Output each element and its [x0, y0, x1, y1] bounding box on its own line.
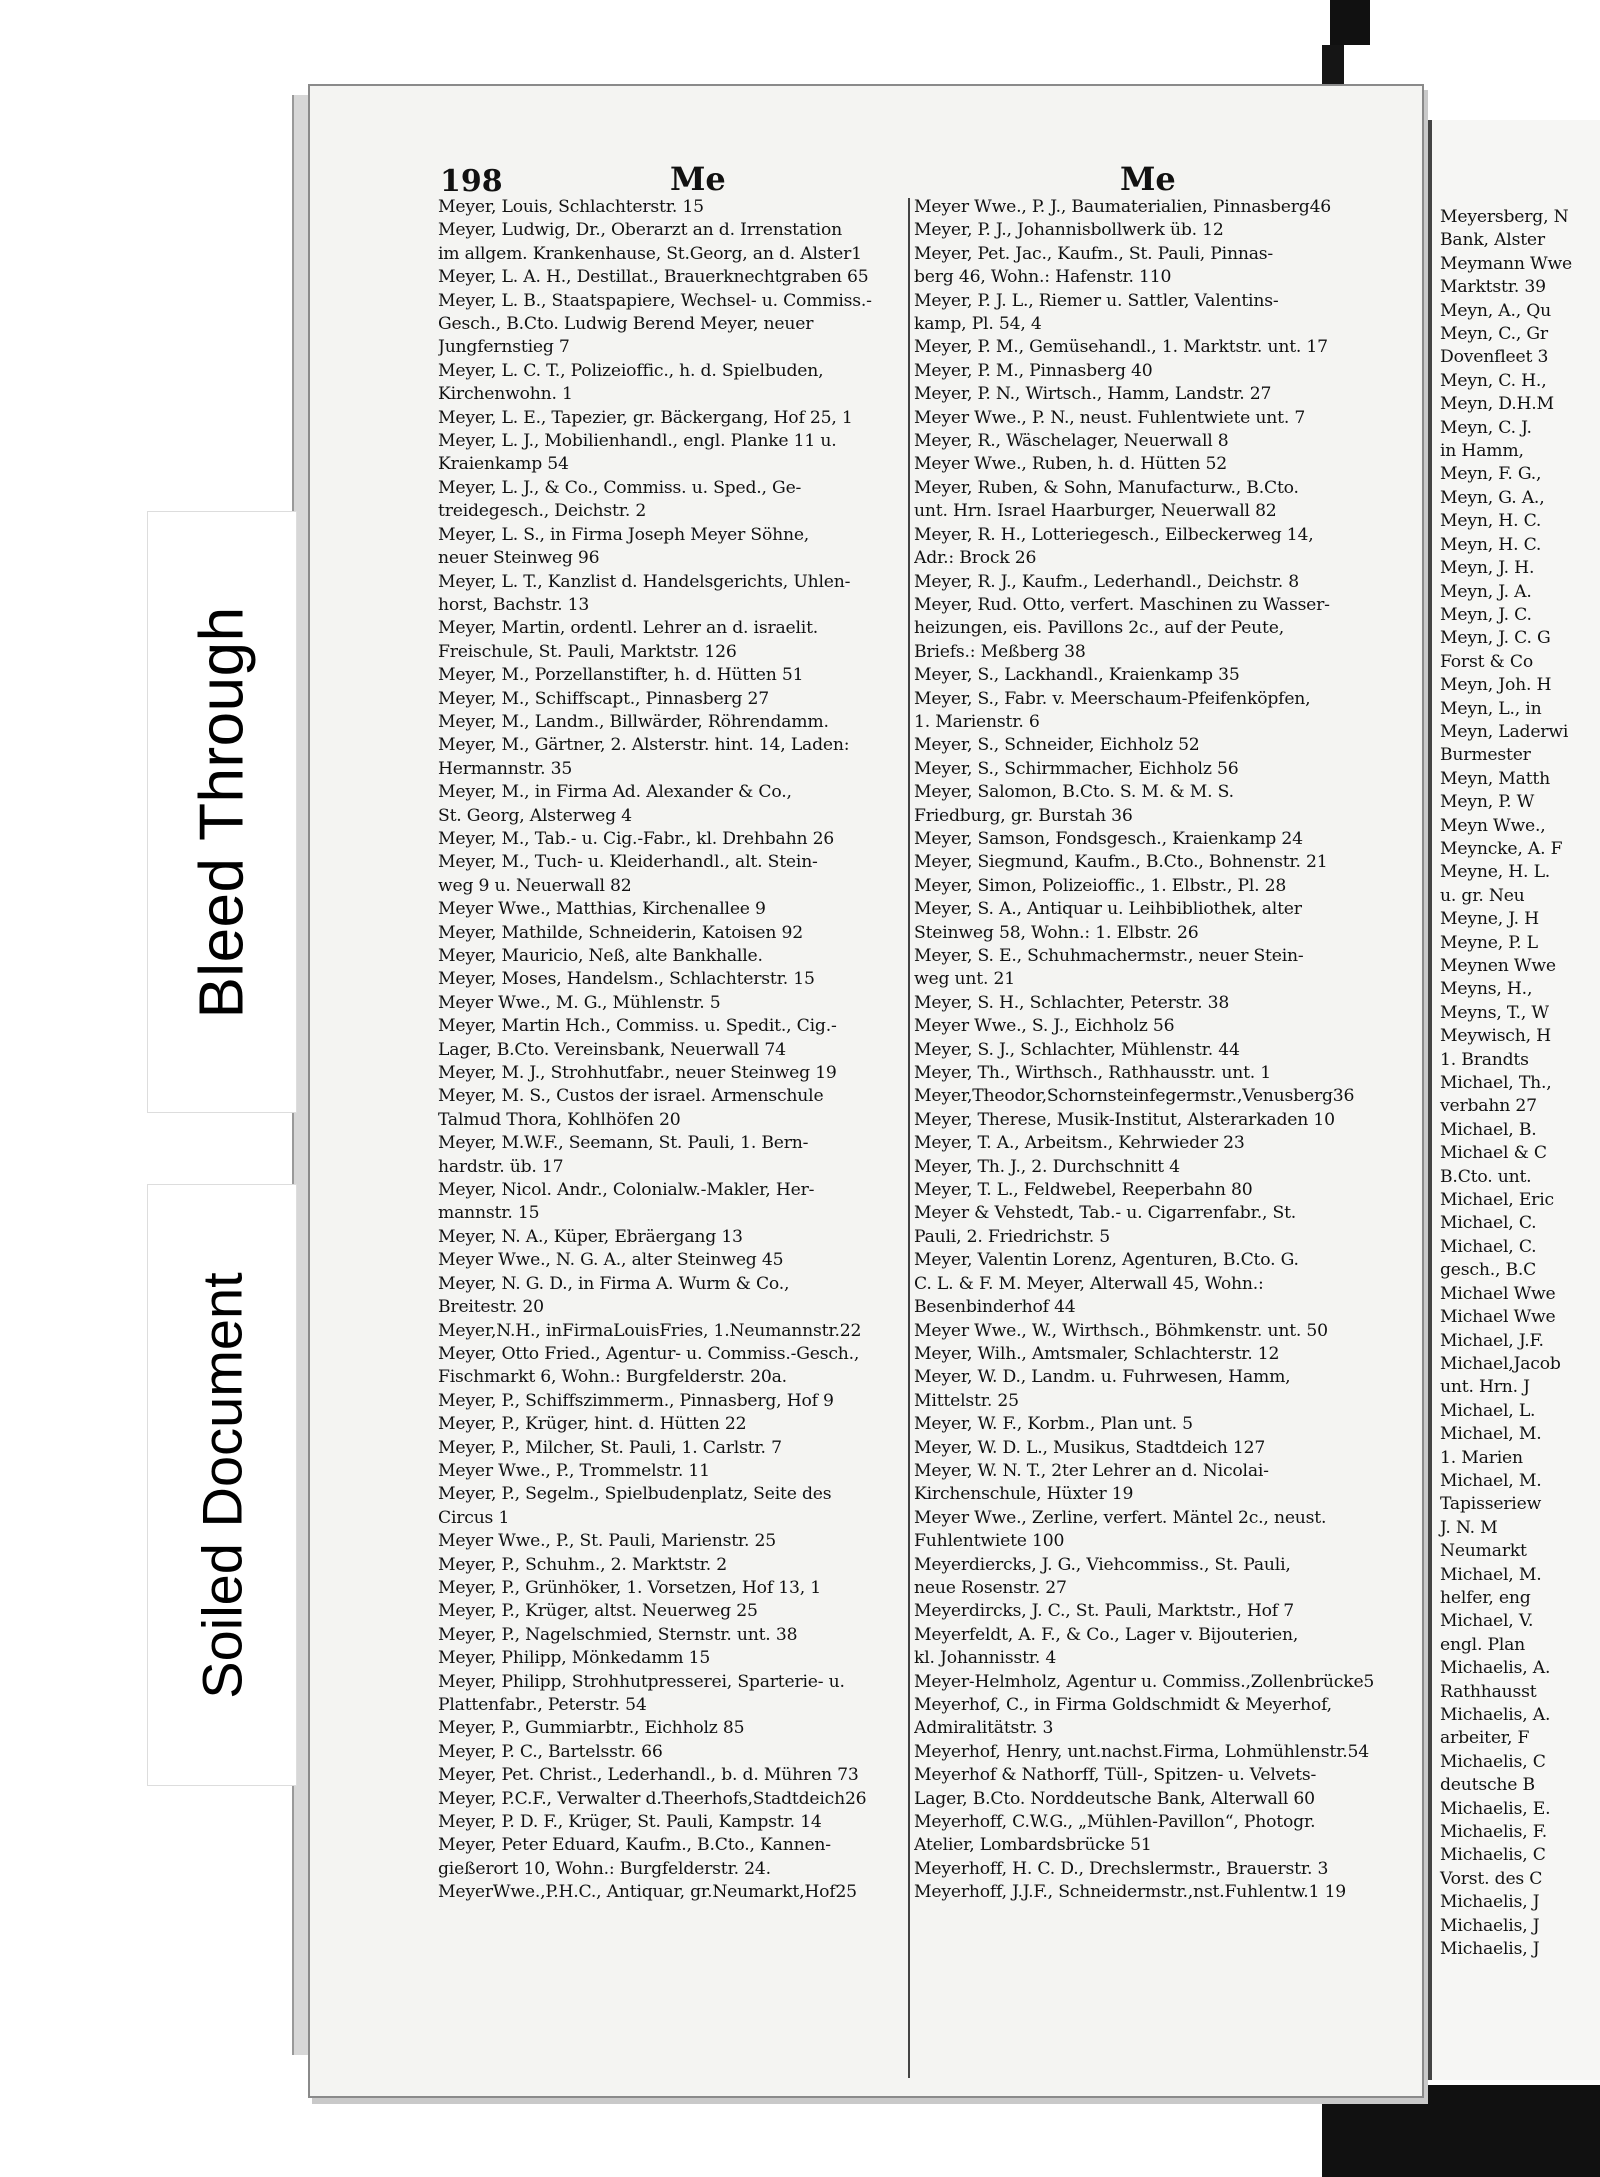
directory-entry: Meyer, T. L., Feldwebel, Reeperbahn 80 — [914, 1180, 1253, 1201]
directory-entry: Meyn, C. H., — [1440, 370, 1547, 391]
directory-entry: Jungfernstieg 7 — [438, 337, 570, 358]
directory-entry: Meyersberg, N — [1440, 207, 1569, 227]
directory-entry: Meyer, Samson, Fondsgesch., Kraienkamp 24 — [914, 828, 1303, 849]
directory-entry: Hermannstr. 35 — [438, 758, 573, 779]
directory-entry: Meyerhof & Nathorff, Tüll-, Spitzen- u. Velvets- — [914, 1765, 1317, 1786]
directory-entry: Michael, M. — [1440, 1564, 1542, 1585]
directory-entry: Meyer, Valentin Lorenz, Agenturen, B.Cto. G. — [914, 1250, 1299, 1271]
directory-entry: Michael, M. — [1440, 1424, 1542, 1445]
directory-entry: Meyer,Theodor,Schornsteinfegermstr.,Venusberg36 — [914, 1086, 1355, 1107]
directory-entry: Meyer, P., Milcher, St. Pauli, 1. Carlstr. 7 — [438, 1437, 782, 1458]
directory-entry: Meyer, Ludwig, Dr., Oberarzt an d. Irrenstation — [438, 220, 842, 241]
bleed-through-text: Bleed Through — [187, 605, 257, 1019]
directory-entry: Meyer, S., Schneider, Eichholz 52 — [914, 735, 1200, 756]
directory-entry: Meyncke, A. F — [1440, 838, 1563, 859]
directory-entry: Fuhlentwiete 100 — [914, 1531, 1065, 1552]
directory-entry: 1. Marien — [1440, 1447, 1523, 1468]
directory-entry: Meyer, R. J., Kaufm., Lederhandl., Deichstr. 8 — [914, 571, 1300, 592]
directory-entry: u. gr. Neu — [1440, 885, 1525, 906]
directory-entry: Meyer Wwe., M. G., Mühlenstr. 5 — [438, 992, 721, 1013]
directory-entry: Meyer, Martin Hch., Commiss. u. Spedit., Cig.- — [438, 1016, 837, 1037]
directory-entry: Meyer, Ruben, & Sohn, Manufacturw., B.Cto. — [914, 477, 1299, 498]
directory-entry: Meyer, L. B., Staatspapiere, Wechsel- u. Commiss.- — [438, 290, 872, 311]
directory-entry: Meymann Wwe — [1440, 253, 1572, 274]
directory-entry: Freischule, St. Pauli, Marktstr. 126 — [438, 641, 737, 662]
directory-entry: Meyer, Rud. Otto, verfert. Maschinen zu Wasser- — [914, 594, 1330, 615]
directory-entry: Pauli, 2. Friedrichstr. 5 — [914, 1226, 1111, 1247]
directory-entry: Meyer,N.H., inFirmaLouisFries, 1.Neumannstr.22 — [438, 1320, 862, 1341]
directory-entry: Meyer, M. S., Custos der israel. Armenschule — [438, 1086, 824, 1107]
directory-entry: Meyer & Vehstedt, Tab.- u. Cigarrenfabr., St. — [914, 1203, 1297, 1224]
directory-entry: St. Georg, Alsterweg 4 — [438, 805, 632, 826]
directory-entry: Michaelis, A. — [1440, 1705, 1551, 1725]
directory-entry: Meyer, W. D., Landm. u. Fuhrwesen, Hamm, — [914, 1367, 1291, 1388]
directory-entry: Meyer, R. H., Lotteriegesch., Eilbeckerweg 14, — [914, 524, 1314, 545]
directory-entry: Meyer, Pet. Christ., Lederhandl., b. d. Mühren 73 — [438, 1765, 859, 1786]
directory-entry: Meyer, M.W.F., Seemann, St. Pauli, 1. Bern- — [438, 1133, 809, 1154]
directory-entry: Michael Wwe — [1440, 1307, 1556, 1328]
directory-entry: verbahn 27 — [1440, 1096, 1537, 1117]
directory-entry: Meyer Wwe., Ruben, h. d. Hütten 52 — [914, 454, 1228, 475]
directory-entry: Michaelis, J — [1440, 1939, 1540, 1960]
directory-entry: Meyer-Helmholz, Agentur u. Commiss.,Zollenbrücke5 — [914, 1671, 1375, 1692]
directory-entry: Meyer, P., Nagelschmied, Sternstr. unt. 38 — [438, 1624, 798, 1645]
directory-entry: Meyn, A., Qu — [1440, 300, 1552, 321]
directory-entry: Michael, J.F. — [1440, 1330, 1544, 1351]
directory-entry: gießerort 10, Wohn.: Burgfelderstr. 24. — [438, 1858, 771, 1879]
page-number: 198 — [440, 164, 503, 199]
directory-entry: berg 46, Wohn.: Hafenstr. 110 — [914, 267, 1172, 288]
directory-entry: Meyer, Otto Fried., Agentur- u. Commiss.-Gesch., — [438, 1343, 860, 1364]
directory-entry: Michaelis, J — [1440, 1915, 1540, 1936]
directory-entry: MeyerWwe.,P.H.C., Antiquar, gr.Neumarkt,Hof25 — [438, 1882, 857, 1903]
directory-entry: Meyer, P. M., Pinnasberg 40 — [914, 360, 1153, 381]
directory-entry: Meyer, P. D. F., Krüger, St. Pauli, Kampstr. 14 — [438, 1812, 822, 1833]
soiled-document-text: Soiled Document — [190, 1271, 254, 1699]
directory-entry: Gesch., B.Cto. Ludwig Berend Meyer, neuer — [438, 314, 814, 335]
directory-entry: Meyn, C. J. — [1440, 417, 1532, 438]
directory-entry: Meyer, Nicol. Andr., Colonialw.-Makler, Her- — [438, 1180, 815, 1201]
directory-entry: Meyer, Simon, Polizeioffic., 1. Elbstr., Pl. 28 — [914, 875, 1287, 896]
directory-entry: Kirchenwohn. 1 — [438, 384, 573, 405]
directory-entry: weg unt. 21 — [914, 969, 1015, 990]
directory-entry: Lager, B.Cto. Norddeutsche Bank, Alterwall 60 — [914, 1788, 1315, 1809]
header-left: Me — [670, 160, 726, 198]
directory-entry: Friedburg, gr. Burstah 36 — [914, 805, 1133, 826]
directory-entry: Meyn, G. A., — [1440, 487, 1545, 508]
directory-entry: Neumarkt — [1440, 1541, 1527, 1562]
directory-entry: 1. Brandts — [1440, 1049, 1529, 1070]
directory-entry: Meyer, S. A., Antiquar u. Leihbibliothek, alter — [914, 899, 1302, 920]
directory-page — [308, 84, 1424, 2098]
directory-entry: Meyer, P., Schiffszimmerm., Pinnasberg, Hof 9 — [438, 1390, 834, 1411]
directory-entry: Admiralitätstr. 3 — [914, 1718, 1054, 1739]
directory-entry: Meyer, L. J., & Co., Commiss. u. Sped., Ge- — [438, 477, 802, 498]
directory-entry: Meyn, H. C. — [1440, 511, 1542, 532]
directory-entry: Meyer, Th., Wirthsch., Rathhausstr. unt. 1 — [914, 1063, 1272, 1084]
directory-entry: Meyer, W. N. T., 2ter Lehrer an d. Nicolai- — [914, 1460, 1269, 1481]
directory-entry: Meyer, P., Krüger, hint. d. Hütten 22 — [438, 1414, 747, 1435]
directory-entry: Meyer Wwe., Matthias, Kirchenallee 9 — [438, 899, 766, 920]
directory-entry: Vorst. des C — [1440, 1868, 1543, 1889]
directory-entry: Meyerhoff, J.J.F., Schneidermstr.,nst.Fuhlentw.1 19 — [914, 1882, 1347, 1903]
directory-entry: Meyer, S., Fabr. v. Meerschaum-Pfeifenköpfen, — [914, 688, 1311, 709]
right-column — [914, 196, 1384, 1905]
directory-entry: heizungen, eis. Pavillons 2c., auf der Peute, — [914, 618, 1284, 639]
directory-entry: Meyns, H., — [1440, 979, 1533, 1000]
directory-entry: Bank, Alster — [1440, 230, 1545, 251]
directory-entry: Meyer, Philipp, Strohhutpresserei, Sparterie- u. — [438, 1671, 845, 1692]
directory-entry: C. L. & F. M. Meyer, Alterwall 45, Wohn.: — [914, 1273, 1264, 1294]
directory-entry: J. N. M — [1440, 1517, 1498, 1538]
directory-entry: 1. Marienstr. 6 — [914, 711, 1040, 732]
directory-entry: Meyns, T., W — [1440, 1002, 1549, 1023]
directory-entry: Briefs.: Meßberg 38 — [914, 641, 1086, 662]
directory-entry: Meywisch, H — [1440, 1026, 1551, 1047]
directory-entry: Meyer, T. A., Arbeitsm., Kehrwieder 23 — [914, 1133, 1245, 1154]
directory-entry: Meyer Wwe., N. G. A., alter Steinweg 45 — [438, 1250, 784, 1271]
directory-entry: Meyer, Peter Eduard, Kaufm., B.Cto., Kannen- — [438, 1835, 831, 1856]
directory-entry: Meyer, P., Schuhm., 2. Marktstr. 2 — [438, 1554, 728, 1575]
directory-entry: Michaelis, A. — [1440, 1658, 1551, 1679]
directory-entry: Meyer, P. C., Bartelsstr. 66 — [438, 1741, 663, 1762]
directory-entry: Meyn, C., Gr — [1440, 324, 1548, 345]
directory-entry: Meyn, Laderwi — [1440, 721, 1569, 742]
directory-entry: Michael, M. — [1440, 1470, 1542, 1491]
directory-entry: Meyer, Martin, ordentl. Lehrer an d. israelit. — [438, 618, 819, 639]
directory-entry: Meyn, H. C. — [1440, 534, 1542, 555]
directory-entry: deutsche B — [1440, 1775, 1535, 1796]
directory-entry: Meyer, L. S., in Firma Joseph Meyer Söhne, — [438, 524, 810, 545]
directory-entry: Meyer, M., Gärtner, 2. Alsterstr. hint. 14, Laden: — [438, 735, 850, 756]
directory-entry: Meyer, L. T., Kanzlist d. Handelsgerichts, Uhlen- — [438, 571, 851, 592]
next-page-column — [1440, 206, 1572, 1961]
directory-entry: Atelier, Lombardsbrücke 51 — [914, 1835, 1152, 1856]
left-column — [438, 196, 908, 1905]
directory-entry: Meyerhoff, H. C. D., Drechslermstr., Brauerstr. 3 — [914, 1858, 1329, 1879]
directory-entry: Meyerhoff, C.W.G., „Mühlen-Pavillon“, Photogr. — [914, 1812, 1316, 1833]
directory-entry: Meyer, Louis, Schlachterstr. 15 — [438, 197, 704, 217]
directory-entry: treidegesch., Deichstr. 2 — [438, 501, 647, 522]
directory-entry: Meyer Wwe., P., Trommelstr. 11 — [438, 1460, 710, 1481]
directory-entry: Meyer, L. A. H., Destillat., Brauerknechtgraben 65 — [438, 267, 869, 288]
scan-background — [1330, 0, 1600, 40]
directory-entry: Meyer, Therese, Musik-Institut, Alsterarkaden 10 — [914, 1109, 1335, 1130]
directory-entry: helfer, eng — [1440, 1587, 1531, 1608]
directory-entry: Dovenfleet 3 — [1440, 347, 1549, 368]
directory-entry: Meyer, P., Segelm., Spielbudenplatz, Seite des — [438, 1484, 832, 1505]
scan-border-bottom — [1322, 2085, 1600, 2177]
directory-entry: Meyn, P. W — [1440, 792, 1535, 813]
directory-entry: Meyer, S. J., Schlachter, Mühlenstr. 44 — [914, 1039, 1240, 1060]
directory-entry: Lager, B.Cto. Vereinsbank, Neuerwall 74 — [438, 1039, 786, 1060]
directory-entry: Michaelis, C — [1440, 1845, 1546, 1866]
directory-entry: Meyer, N. G. D., in Firma A. Wurm & Co., — [438, 1273, 790, 1294]
directory-entry: Meyn, J. C. G — [1440, 628, 1551, 649]
directory-entry: Meyer, Pet. Jac., Kaufm., St. Pauli, Pinnas- — [914, 243, 1273, 264]
directory-entry: kamp, Pl. 54, 4 — [914, 314, 1042, 335]
directory-entry: Michael & C — [1440, 1143, 1547, 1164]
directory-entry: Meyer, M., Schiffscapt., Pinnasberg 27 — [438, 688, 769, 709]
directory-entry: Meyne, P. L — [1440, 932, 1538, 953]
directory-entry: unt. Hrn. J — [1440, 1377, 1530, 1398]
directory-entry: Mittelstr. 25 — [914, 1390, 1019, 1411]
directory-entry: Kirchenschule, Hüxter 19 — [914, 1484, 1134, 1505]
directory-entry: neuer Steinweg 96 — [438, 548, 600, 569]
directory-entry: Meyer Wwe., P. N., neust. Fuhlentwiete unt. 7 — [914, 407, 1306, 428]
directory-entry: Meyn, D.H.M — [1440, 394, 1554, 415]
next-page-fragment — [1428, 120, 1600, 2080]
directory-entry: Meyer, Mauricio, Neß, alte Bankhalle. — [438, 946, 763, 966]
directory-entry: Meyer, M., Landm., Billwärder, Röhrendamm. — [438, 711, 829, 732]
directory-entry: Michael, L. — [1440, 1400, 1536, 1421]
directory-entry: B.Cto. unt. — [1440, 1166, 1532, 1187]
directory-entry: Meyn, J. C. — [1440, 604, 1532, 625]
directory-entry: Michael, C. — [1440, 1213, 1537, 1234]
directory-entry: Meyn, Joh. H — [1440, 675, 1552, 696]
directory-entry: Meyer Wwe., S. J., Eichholz 56 — [914, 1016, 1175, 1037]
directory-entry: Meyn, L., in — [1440, 698, 1542, 719]
directory-entry: Besenbinderhof 44 — [914, 1297, 1076, 1318]
directory-entry: Michael,Jacob — [1440, 1353, 1561, 1374]
directory-entry: Meyerdircks, J. C., St. Pauli, Marktstr., Hof 7 — [914, 1601, 1294, 1622]
directory-entry: Fischmarkt 6, Wohn.: Burgfelderstr. 20a. — [438, 1367, 787, 1388]
directory-entry: Meyer, P., Grünhöker, 1. Vorsetzen, Hof 13, 1 — [438, 1577, 821, 1598]
directory-entry: Michael, B. — [1440, 1119, 1537, 1140]
directory-entry: Meyerhof, C., in Firma Goldschmidt & Meyerhof, — [914, 1695, 1332, 1715]
column-divider — [908, 198, 910, 2078]
directory-entry: Forst & Co — [1440, 651, 1534, 672]
directory-entry: Steinweg 58, Wohn.: 1. Elbstr. 26 — [914, 922, 1199, 943]
directory-entry: mannstr. 15 — [438, 1203, 540, 1224]
directory-entry: arbeiter, F — [1440, 1728, 1530, 1749]
directory-entry: Meyer, Wilh., Amtsmaler, Schlachterstr. 12 — [914, 1343, 1280, 1364]
directory-entry: Meyer Wwe., W., Wirthsch., Böhmkenstr. unt. 50 — [914, 1320, 1328, 1341]
directory-entry: engl. Plan — [1440, 1634, 1526, 1655]
directory-entry: Meyer, P.C.F., Verwalter d.Theerhofs,Stadtdeich26 — [438, 1788, 867, 1809]
directory-entry: Meyer, R., Wäschelager, Neuerwall 8 — [914, 431, 1229, 452]
directory-entry: Meyer, M. J., Strohhutfabr., neuer Steinweg 19 — [438, 1063, 837, 1084]
directory-entry: im allgem. Krankenhause, St.Georg, an d. Alster1 — [438, 243, 862, 264]
directory-entry: Meyer, S., Schirmmacher, Eichholz 56 — [914, 758, 1239, 779]
directory-entry: Meyer, L. C. T., Polizeioffic., h. d. Spielbuden, — [438, 360, 824, 381]
directory-entry: gesch., B.C — [1440, 1260, 1537, 1281]
directory-entry: Meyn Wwe., — [1440, 815, 1546, 836]
directory-entry: Plattenfabr., Peterstr. 54 — [438, 1695, 647, 1715]
directory-entry: Meyer, M., Tab.- u. Cig.-Fabr., kl. Drehbahn 26 — [438, 828, 835, 849]
directory-entry: Meyer, P. J. L., Riemer u. Sattler, Valentins- — [914, 290, 1279, 311]
directory-entry: Meyer, W. F., Korbm., Plan unt. 5 — [914, 1414, 1193, 1435]
scan-border-top — [1330, 0, 1370, 45]
bleed-through-label — [148, 512, 296, 1112]
directory-entry: Meyer, Moses, Handelsm., Schlachterstr. 15 — [438, 969, 815, 990]
directory-entry: Michael, Th., — [1440, 1073, 1552, 1094]
directory-entry: Burmester — [1440, 745, 1531, 766]
directory-entry: Michael, V. — [1440, 1611, 1534, 1632]
directory-entry: Circus 1 — [438, 1507, 510, 1528]
directory-entry: Meyer Wwe., Zerline, verfert. Mäntel 2c., neust. — [914, 1507, 1327, 1528]
directory-entry: Meyer Wwe., P., St. Pauli, Marienstr. 25 — [438, 1531, 777, 1552]
directory-entry: Meyer, P. N., Wirtsch., Hamm, Landstr. 27 — [914, 384, 1272, 405]
directory-entry: hardstr. üb. 17 — [438, 1156, 564, 1177]
directory-entry: Rathhausst — [1440, 1681, 1537, 1702]
directory-entry: Meyer, P., Gummiarbtr., Eichholz 85 — [438, 1718, 745, 1739]
directory-entry: Meynen Wwe — [1440, 956, 1556, 976]
directory-entry: Tapisseriew — [1440, 1494, 1542, 1515]
directory-entry: neue Rosenstr. 27 — [914, 1577, 1067, 1598]
directory-entry: kl. Johannisstr. 4 — [914, 1648, 1057, 1669]
directory-entry: Meyer, Th. J., 2. Durchschnitt 4 — [914, 1156, 1180, 1177]
directory-entry: Adr.: Brock 26 — [914, 548, 1037, 569]
directory-entry: Michaelis, C — [1440, 1751, 1546, 1772]
directory-entry: Meyn, J. H. — [1440, 558, 1535, 579]
directory-entry: Meyn, J. A. — [1440, 581, 1532, 602]
directory-entry: in Hamm, — [1440, 441, 1524, 462]
directory-entry: Marktstr. 39 — [1440, 277, 1546, 298]
directory-entry: Michael, Eric — [1440, 1190, 1554, 1211]
directory-entry: weg 9 u. Neuerwall 82 — [438, 875, 632, 896]
directory-entry: Breitestr. 20 — [438, 1297, 544, 1318]
directory-entry: Meyn, F. G., — [1440, 464, 1542, 485]
directory-entry: Meyer, S., Lackhandl., Kraienkamp 35 — [914, 665, 1240, 686]
directory-entry: Meyerdiercks, J. G., Viehcommiss., St. Pauli, — [914, 1554, 1291, 1575]
directory-entry: Meyn, Matth — [1440, 768, 1551, 789]
directory-entry: Talmud Thora, Kohlhöfen 20 — [438, 1109, 681, 1130]
directory-entry: Michaelis, F. — [1440, 1822, 1548, 1843]
soiled-document-label — [148, 1185, 296, 1785]
directory-entry: Kraienkamp 54 — [438, 454, 569, 475]
directory-entry: Meyer, N. A., Küper, Ebräergang 13 — [438, 1226, 743, 1247]
directory-entry: Michaelis, J — [1440, 1892, 1540, 1913]
directory-entry: Meyne, H. L. — [1440, 862, 1551, 883]
directory-entry: Meyer, W. D. L., Musikus, Stadtdeich 127 — [914, 1437, 1266, 1458]
directory-entry: Michaelis, E. — [1440, 1798, 1551, 1819]
directory-entry: Meyer, S. H., Schlachter, Peterstr. 38 — [914, 992, 1230, 1013]
directory-entry: Michael, C. — [1440, 1236, 1537, 1257]
directory-entry: Meyer, P., Krüger, altst. Neuerweg 25 — [438, 1601, 758, 1622]
directory-entry: Meyer, L. E., Tapezier, gr. Bäckergang, Hof 25, 1 — [438, 407, 853, 428]
directory-entry: Meyer, P. M., Gemüsehandl., 1. Marktstr. unt. 17 — [914, 337, 1328, 358]
directory-entry: Meyerfeldt, A. F., & Co., Lager v. Bijouterien, — [914, 1624, 1299, 1645]
directory-entry: Meyer, Salomon, B.Cto. S. M. & M. S. — [914, 782, 1234, 803]
directory-entry: Meyer, M., in Firma Ad. Alexander & Co., — [438, 782, 792, 803]
directory-entry: Meyer, Mathilde, Schneiderin, Katoisen 92 — [438, 922, 803, 943]
directory-entry: Meyer, Siegmund, Kaufm., B.Cto., Bohnenstr. 21 — [914, 852, 1328, 873]
directory-entry: horst, Bachstr. 13 — [438, 594, 590, 615]
directory-entry: Meyer Wwe., P. J., Baumaterialien, Pinnasberg46 — [914, 197, 1332, 217]
directory-entry: Michael Wwe — [1440, 1283, 1556, 1304]
directory-entry: Meyne, J. H — [1440, 909, 1539, 930]
directory-entry: unt. Hrn. Israel Haarburger, Neuerwall 82 — [914, 501, 1277, 522]
directory-entry: Meyer, Philipp, Mönkedamm 15 — [438, 1648, 711, 1669]
directory-entry: Meyer, S. E., Schuhmachermstr., neuer Stein- — [914, 946, 1304, 966]
directory-entry: Meyer, M., Tuch- u. Kleiderhandl., alt. Stein- — [438, 852, 818, 873]
directory-entry: Meyerhof, Henry, unt.nachst.Firma, Lohmühlenstr.54 — [914, 1741, 1369, 1762]
directory-entry: Meyer, L. J., Mobilienhandl., engl. Planke 11 u. — [438, 431, 837, 452]
header-right: Me — [1120, 160, 1176, 198]
directory-entry: Meyer, P. J., Johannisbollwerk üb. 12 — [914, 220, 1224, 241]
directory-entry: Meyer, M., Porzellanstifter, h. d. Hütten 51 — [438, 665, 804, 686]
